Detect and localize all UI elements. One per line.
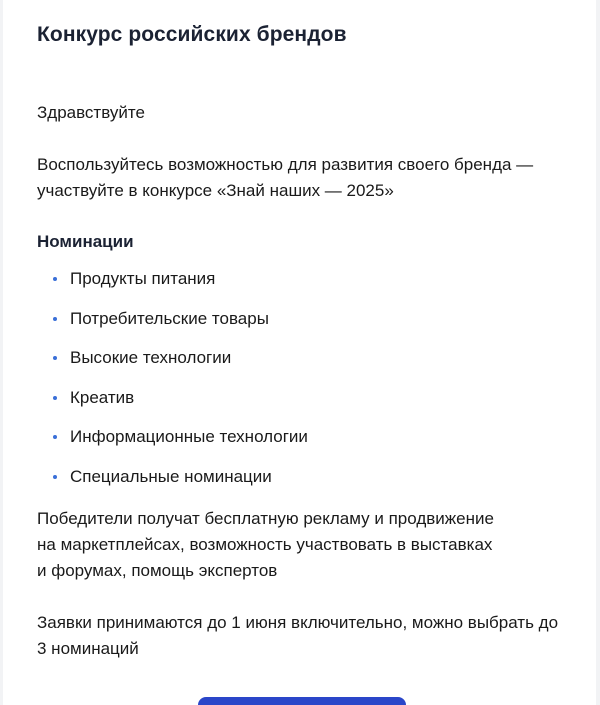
nomination-label: Креатив (70, 387, 135, 407)
winners-text (37, 506, 557, 584)
winners-line: и форумах, помощь экспертов (37, 561, 278, 580)
list-item (37, 266, 308, 306)
nomination-label: Высокие технологии (70, 348, 232, 368)
email-title: Конкурс российских брендов (37, 23, 347, 46)
nominations-heading: Номинации (37, 232, 134, 251)
bullet-icon (53, 435, 57, 439)
nomination-label: Потребительские товары (70, 308, 269, 328)
deadline-text: Заявки принимаются до 1 июня включительно, можно выбрать до 3 номинаций (37, 613, 559, 658)
list-item (37, 424, 308, 464)
greeting-text: Здравствуйте (37, 103, 145, 122)
nomination-label: Информационные технологии (70, 427, 308, 447)
winners-line: на маркетплейсах, возможность участвовать в выставках (37, 535, 493, 554)
apply-button[interactable] (198, 697, 406, 705)
list-item (37, 385, 308, 425)
nomination-label: Продукты питания (70, 269, 216, 288)
bullet-icon (53, 356, 57, 360)
intro-text: Воспользуйтесь возможностью для развития своего бренда — участвуйте в конкурсе «Знай наших — 2025» (37, 155, 534, 200)
bullet-icon (53, 475, 57, 479)
list-item (37, 345, 308, 385)
bullet-icon (53, 396, 57, 400)
list-item (37, 464, 308, 504)
nomination-label: Специальные номинации (70, 466, 272, 486)
winners-line: Победители получат бесплатную рекламу и продвижение (37, 509, 494, 528)
bullet-icon (53, 317, 57, 321)
email-card (3, 0, 596, 705)
list-item (37, 306, 308, 346)
nominations-list (37, 266, 308, 504)
bullet-icon (53, 277, 57, 281)
